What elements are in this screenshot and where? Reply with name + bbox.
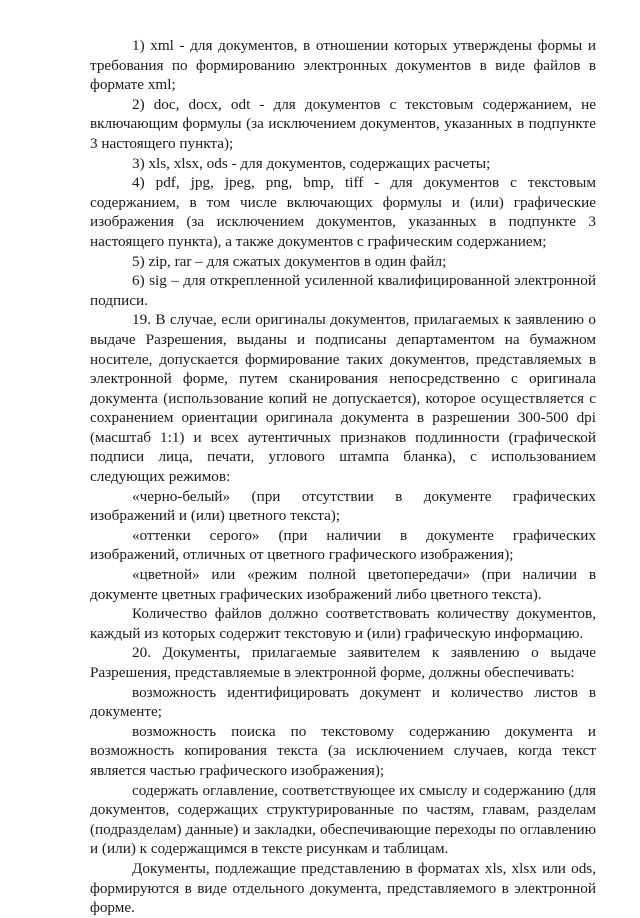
paragraph-format-xml: 1) xml - для документов, в отношении которых утверждены формы и требования по формированию электронных документов в виде файлов в формате xml; bbox=[90, 37, 596, 94]
paragraph-mode-color: «цветной» или «режим полной цветопередачи» (при наличии в документе цветных графических изображений либо цветного текста). bbox=[90, 566, 596, 603]
paragraph-spreadsheet: Документы, подлежащие представлению в форматах xls, xlsx или ods, формируются в виде отдельного документа, представляемого в электронной форме. bbox=[90, 859, 596, 917]
paragraph-mode-gray: «оттенки серого» (при наличии в документе графических изображений, отличных от цветного графического изображения); bbox=[90, 526, 596, 564]
paragraph-clause-20: 20. Документы, прилагаемые заявителем к заявлению о выдаче Разрешения, представляемые в электронной форме, должны обеспечивать: bbox=[90, 644, 596, 681]
paragraph-format-doc: 2) doc, docx, odt - для документов с текстовым содержанием, не включающим формулы (за исключением документов, указанных в подпункте 3 настоящего пункта); bbox=[90, 95, 596, 152]
paragraph-format-pdf: 4) pdf, jpg, jpeg, png, bmp, tiff - для документов с текстовым содержанием, в том числе включающих формулы и (или) графические изображения (за исключением документов, указанных в подпункте 3 настоящего пункта), а также документов с графическим содержанием; bbox=[90, 174, 596, 250]
paragraph-file-count: Количество файлов должно соответствовать количеству документов, каждый из которых содержит текстовую и (или) графическую информацию. bbox=[90, 605, 596, 642]
paragraph-format-xls: 3) xls, xlsx, ods - для документов, содержащих расчеты; bbox=[132, 154, 491, 172]
paragraph-search: возможность поиска по текстовому содержанию документа и возможность копирования текста (за исключением случаев, когда текст является частью графического изображения); bbox=[90, 722, 596, 779]
paragraph-format-zip: 5) zip, rar – для сжатых документов в один файл; bbox=[132, 252, 447, 270]
paragraph-toc: содержать оглавление, соответствующее их смыслу и содержанию (для документов, содержащих структурированные по частям, главам, разделам (подразделам) данные) и закладки, обеспечивающие переходы по оглавлению и (или) к содержащимся в тексте рисункам и таблицам. bbox=[90, 781, 596, 858]
paragraph-mode-bw: «черно-белый» (при отсутствии в документе графических изображений и (или) цветного текста); bbox=[90, 487, 596, 525]
paragraph-clause-19: 19. В случае, если оригиналы документов, прилагаемых к заявлению о выдаче Разрешения, выданы и подписаны департаментом на бумажном носителе, допускается формирование таких документов, представляемых в электронной форме, путем сканирования непосредственно с оригинала документа (использование копий не допускается), которое осуществляется с сохранением ориентации оригинала документа в разрешении 300-500 dpi (масштаб 1:1) и всех аутентичных признаков подлинности (графической подписи лица, печати, углового штампа бланка), с использованием следующих режимов: bbox=[90, 311, 596, 486]
paragraph-format-sig: 6) sig – для открепленной усиленной квалифицированной электронной подписи. bbox=[90, 272, 596, 309]
paragraph-identify: возможность идентифицировать документ и количество листов в документе; bbox=[90, 683, 596, 721]
